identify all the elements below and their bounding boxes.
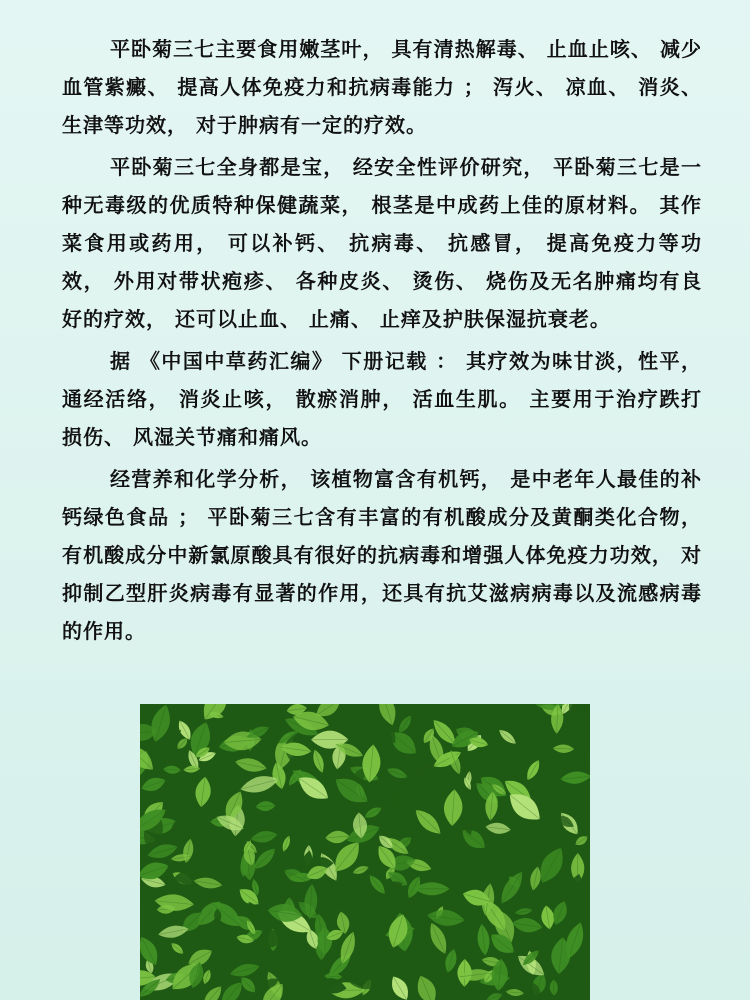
paragraph-3: 据 《中国中草药汇编》 下册记载 ： 其疗效为味甘淡，性平， 通经活络， 消炎止咳， 散瘀消肿， 活血生肌。 主要用于治疗跌打损伤、 风湿关节痛和痛风。 bbox=[62, 349, 702, 449]
plant-photo bbox=[140, 704, 590, 1000]
leaves-image bbox=[140, 704, 590, 1000]
paragraph-4: 经营养和化学分析， 该植物富含有机钙， 是中老年人最佳的补钙绿色食品 ； 平卧菊三七含有丰富的有机酸成分及黄酮类化合物， 有机酸成分中新氯原酸具有很好的抗病毒和增强人体免疫力功效， 对抑制乙型肝炎病毒有显著的作用，还具有抗艾滋病病毒以及流感病毒的作用。 bbox=[62, 467, 702, 643]
paragraph-2: 平卧菊三七全身都是宝， 经安全性评价研究， 平卧菊三七是一种无毒级的优质特种保健蔬菜， 根茎是中成药上佳的原材料。 其作菜食用或药用， 可以补钙、 抗病毒、 抗感冒， 提高免疫力等功效， 外用对带状疱疹、 各种皮炎、 烫伤、 烧伤及无名肿痛均有良好的疗效， 还可以止血、 止痛、 止痒及护肤保湿抗衰老。 bbox=[62, 155, 702, 331]
article-body bbox=[62, 30, 702, 654]
paragraph-1: 平卧菊三七主要食用嫩茎叶， 具有清热解毒、 止血止咳、 减少血管紫癜、 提高人体免疫力和抗病毒能力 ； 泻火、 凉血、 消炎、 生津等功效， 对于肿病有一定的疗效。 bbox=[62, 37, 702, 137]
